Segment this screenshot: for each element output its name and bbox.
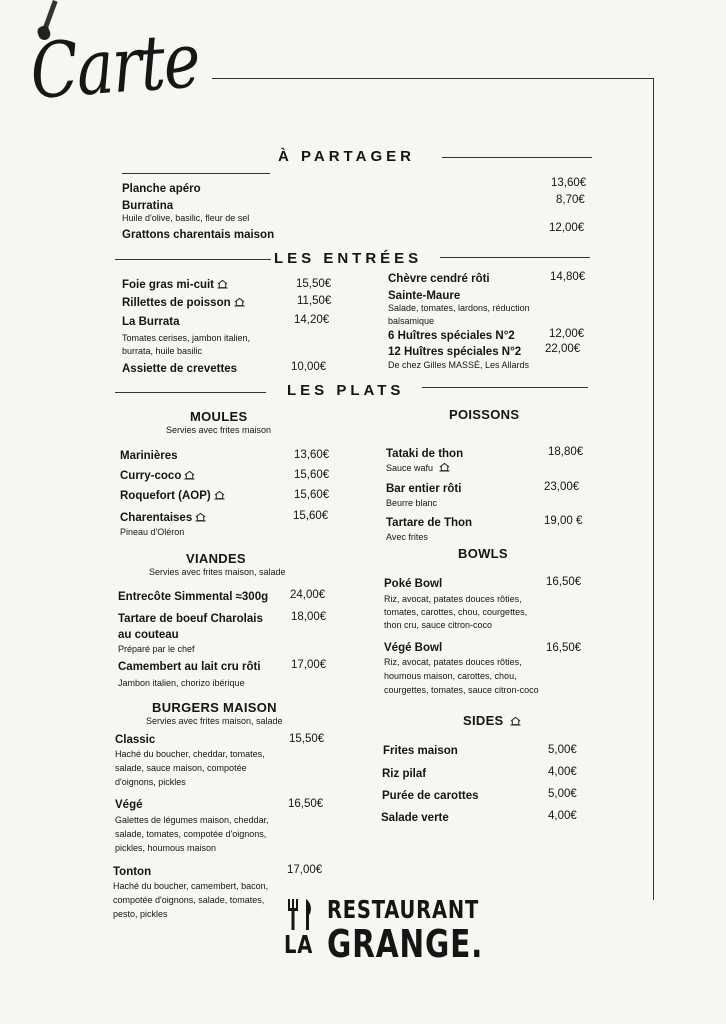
- house-icon: [214, 490, 225, 500]
- menu-item-price: 15,50€: [289, 733, 325, 745]
- menu-item-price: 10,00€: [291, 361, 327, 373]
- menu-item-price: 13,60€: [551, 177, 587, 189]
- menu-item-desc: Riz, avocat, patates douces rôties,: [384, 657, 522, 667]
- divider: [422, 387, 588, 388]
- menu-item-desc: Beurre blanc: [386, 498, 438, 508]
- divider: [122, 173, 270, 174]
- menu-item-desc: salade, tomates, compotée d'oignons,: [115, 829, 267, 839]
- menu-item-desc: Huile d'olive, basilic, fleur de sel: [122, 213, 250, 223]
- menu-item-price: 18,80€: [548, 446, 584, 458]
- category-title: POISSONS: [449, 407, 520, 422]
- menu-item-name: Foie gras mi-cuit: [122, 279, 228, 291]
- menu-item-name: au couteau: [118, 629, 179, 641]
- menu-item-desc: Préparé par le chef: [118, 644, 195, 654]
- menu-item-price: 23,00€: [544, 481, 580, 493]
- menu-item-name: Charentaises: [120, 512, 206, 524]
- menu-item-name: Salade verte: [381, 812, 449, 824]
- menu-item-name: Classic: [115, 734, 156, 746]
- menu-item-name: Poké Bowl: [384, 578, 443, 590]
- menu-item-price: 5,00€: [548, 744, 577, 756]
- menu-item-name: Camembert au lait cru rôti: [118, 661, 261, 673]
- frame-top-line: [212, 78, 654, 79]
- menu-item-name: La Burrata: [122, 316, 180, 328]
- menu-item-name: Bar entier rôti: [386, 483, 462, 495]
- category-title: SIDES: [463, 713, 521, 728]
- divider: [442, 157, 592, 158]
- menu-item-name: 12 Huîtres spéciales N°2: [388, 346, 522, 358]
- menu-item-price: 14,80€: [550, 271, 586, 283]
- brand-line-grange: GRANGE.: [327, 922, 484, 966]
- menu-item-price: 16,50€: [546, 576, 582, 588]
- category-subtitle: Servies avec frites maison: [166, 425, 272, 435]
- category-title: BURGERS MAISON: [152, 700, 277, 715]
- menu-title: Carte: [27, 15, 202, 116]
- menu-item-name: Chèvre cendré rôti: [388, 273, 490, 285]
- menu-item-desc: pickles, houmous maison: [115, 843, 217, 853]
- menu-item-name: Grattons charentais maison: [122, 229, 275, 241]
- menu-item-desc: salade, sauce maison, compotée: [115, 763, 247, 773]
- menu-item-price: 17,00€: [291, 659, 327, 671]
- fork-knife-icon: [286, 898, 316, 930]
- category-title: BOWLS: [458, 546, 508, 561]
- brand-line-restaurant: RESTAURANT: [327, 895, 480, 924]
- menu-item-price: 24,00€: [290, 589, 326, 601]
- menu-item-desc: tomates, carottes, chou, courgettes,: [384, 607, 528, 617]
- frame-right-line: [653, 78, 654, 900]
- section-title-entrees: LES ENTRÉES: [274, 250, 423, 267]
- menu-item-desc: d'oignons, pickles: [115, 777, 186, 787]
- menu-item-price: 15,60€: [294, 469, 330, 481]
- divider: [115, 259, 271, 260]
- menu-item-name: Purée de carottes: [382, 790, 479, 802]
- menu-item-price: 13,60€: [294, 449, 330, 461]
- category-subtitle: Servies avec frites maison, salade: [149, 567, 286, 577]
- menu-item-desc: Jambon italien, chorizo ibérique: [118, 678, 245, 688]
- menu-item-name: Planche apéro: [122, 183, 201, 195]
- menu-item-desc: pesto, pickles: [113, 909, 168, 919]
- menu-item-name: Curry-coco: [120, 470, 195, 482]
- category-subtitle: Servies avec frites maison, salade: [146, 716, 283, 726]
- menu-item-name: Tartare de boeuf Charolais: [118, 613, 263, 625]
- category-title: MOULES: [190, 409, 248, 424]
- menu-item-price: 15,60€: [293, 510, 329, 522]
- menu-item-price: 19,00 €: [544, 515, 583, 527]
- menu-item-desc: balsamique: [388, 316, 435, 326]
- house-icon: [510, 716, 521, 726]
- menu-item-desc: Pineau d'Oléron: [120, 527, 185, 537]
- menu-item-desc: compotée d'oignons, salade, tomates,: [113, 895, 265, 905]
- house-icon: [439, 462, 450, 472]
- menu-item-desc: Avec frites: [386, 532, 428, 542]
- menu-item-name: Tataki de thon: [386, 448, 464, 460]
- menu-item-name: Marinières: [120, 450, 178, 462]
- menu-item-desc: courgettes, tomates, sauce citron-coco: [384, 685, 539, 695]
- menu-item-desc: De chez Gilles MASSÉ, Les Allards: [388, 360, 530, 370]
- brand-line-la: LA: [284, 930, 314, 959]
- menu-item-name: 6 Huîtres spéciales N°2: [388, 330, 515, 342]
- menu-item-name: Entrecôte Simmental ≈300g: [118, 591, 269, 603]
- menu-item-name: Végé: [115, 799, 143, 811]
- menu-item-price: 14,20€: [294, 314, 330, 326]
- house-icon: [217, 279, 228, 289]
- menu-item-desc: Galettes de légumes maison, cheddar,: [115, 815, 269, 825]
- menu-item-price: 8,70€: [556, 194, 585, 206]
- menu-item-desc: thon cru, sauce citron-coco: [384, 620, 493, 630]
- menu-item-name: Assiette de crevettes: [122, 363, 238, 375]
- menu-item-name: Végé Bowl: [384, 642, 443, 654]
- menu-item-name: Roquefort (AOP): [120, 490, 225, 502]
- menu-item-price: 17,00€: [287, 864, 323, 876]
- section-title-partager: À PARTAGER: [278, 148, 415, 165]
- house-icon: [184, 470, 195, 480]
- menu-item-name: Tartare de Thon: [386, 517, 473, 529]
- menu-item-name: Rillettes de poisson: [122, 297, 245, 309]
- menu-item-price: 18,00€: [291, 611, 327, 623]
- menu-item-price: 11,50€: [297, 295, 332, 307]
- category-title: VIANDES: [186, 551, 246, 566]
- menu-item-name: Tonton: [113, 866, 152, 878]
- menu-item-name: Riz pilaf: [382, 768, 427, 780]
- menu-item-price: 15,60€: [294, 489, 330, 501]
- house-icon: [195, 512, 206, 522]
- menu-item-name: Sainte-Maure: [388, 290, 461, 302]
- menu-item-price: 16,50€: [288, 798, 324, 810]
- menu-item-desc: burrata, huile basilic: [122, 346, 203, 356]
- menu-item-desc: Haché du boucher, camembert, bacon,: [113, 881, 269, 891]
- menu-item-price: 5,00€: [548, 788, 577, 800]
- menu-item-price: 15,50€: [296, 278, 332, 290]
- divider: [440, 257, 590, 258]
- divider: [115, 392, 266, 393]
- menu-item-price: 12,00€: [549, 328, 585, 340]
- menu-item-price: 4,00€: [548, 810, 577, 822]
- pin-stem: [43, 0, 57, 28]
- menu-item-desc: Sauce wafu: [386, 462, 450, 475]
- section-title-plats: LES PLATS: [287, 382, 405, 399]
- menu-item-price: 22,00€: [545, 343, 581, 355]
- house-icon: [234, 297, 245, 307]
- menu-item-price: 4,00€: [548, 766, 577, 778]
- menu-item-name: Frites maison: [383, 745, 458, 757]
- menu-item-desc: Riz, avocat, patates douces rôties,: [384, 594, 522, 604]
- menu-item-desc: Tomates cerises, jambon italien,: [122, 333, 251, 343]
- menu-item-name: Burratina: [122, 200, 174, 212]
- menu-item-price: 16,50€: [546, 642, 582, 654]
- menu-item-desc: houmous maison, carottes, chou,: [384, 671, 517, 681]
- menu-item-desc: Haché du boucher, cheddar, tomates,: [115, 749, 265, 759]
- menu-item-desc: Salade, tomates, lardons, réduction: [388, 303, 530, 313]
- menu-item-price: 12,00€: [549, 222, 585, 234]
